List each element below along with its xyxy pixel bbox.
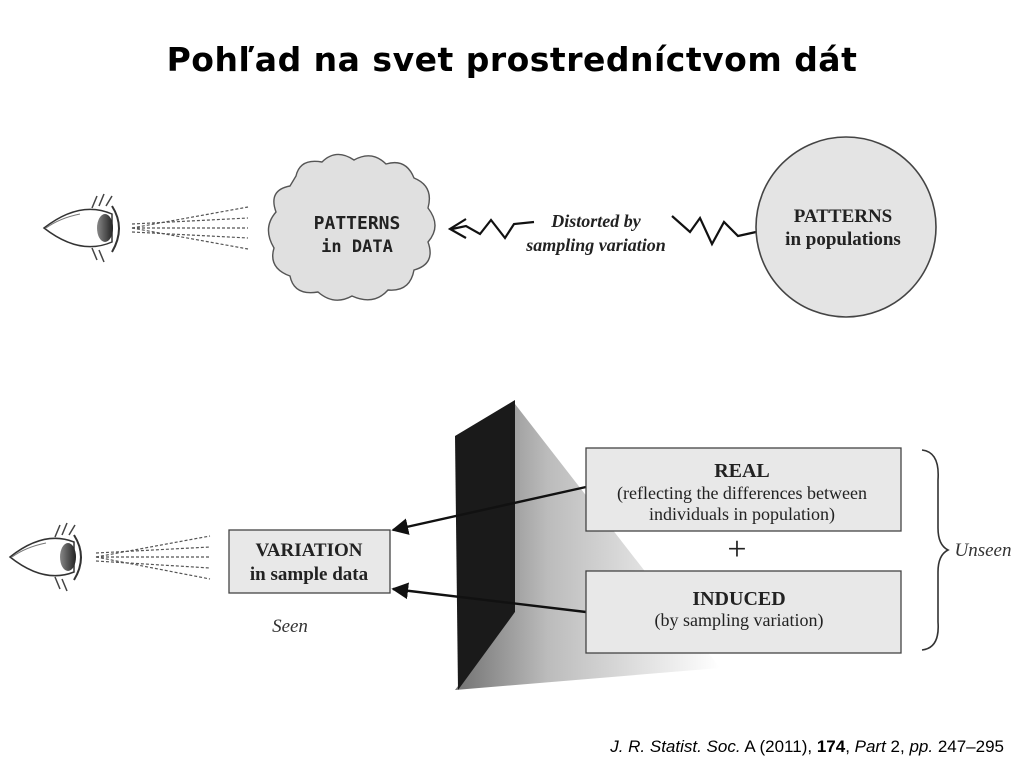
citation-part-num: 2, bbox=[885, 737, 910, 756]
population-label-line1: PATTERNS bbox=[793, 206, 893, 227]
real-desc-line2: individuals in population) bbox=[649, 504, 835, 524]
cloud-label-line1: PATTERNS bbox=[313, 213, 401, 234]
citation-pages: 247–295 bbox=[933, 737, 1004, 756]
variation-label-line1: VARIATION bbox=[255, 540, 363, 561]
seen-label: Seen bbox=[272, 616, 308, 637]
citation-journal: J. R. Statist. Soc. bbox=[610, 737, 741, 756]
citation-pages-label: pp. bbox=[909, 737, 934, 756]
distortion-label-line2: sampling variation bbox=[526, 235, 666, 255]
variation-label-line2: in sample data bbox=[249, 564, 369, 585]
cloud-label-line2: in DATA bbox=[321, 237, 393, 257]
distortion-zigzag-left bbox=[450, 219, 534, 238]
distortion-zigzag-right bbox=[672, 216, 756, 244]
citation-series: A (2011), bbox=[740, 737, 817, 756]
sight-lines-top bbox=[132, 207, 248, 249]
citation-sep: , bbox=[845, 737, 855, 756]
page-title: Pohľad na svet prostredníctvom dát bbox=[166, 40, 858, 79]
population-label-line2: in populations bbox=[785, 229, 901, 250]
unseen-brace bbox=[922, 450, 948, 650]
eye-icon-top bbox=[44, 194, 119, 262]
patterns-in-populations-circle bbox=[756, 137, 936, 317]
induced-title: INDUCED bbox=[692, 588, 786, 610]
unseen-label: Unseen bbox=[954, 540, 1012, 561]
induced-desc-line1: (by sampling variation) bbox=[654, 610, 824, 630]
distortion-label-line1: Distorted by bbox=[551, 211, 641, 231]
induced-box bbox=[586, 571, 901, 653]
variation-box bbox=[229, 530, 390, 593]
citation-volume: 174 bbox=[816, 737, 846, 756]
citation bbox=[610, 737, 1004, 757]
real-title: REAL bbox=[714, 460, 770, 482]
real-box bbox=[586, 448, 901, 531]
sight-lines-bottom bbox=[96, 536, 210, 579]
real-desc-line1: (reflecting the differences between bbox=[616, 483, 868, 503]
patterns-in-data-cloud bbox=[268, 154, 435, 300]
plus-sign: + bbox=[727, 531, 747, 568]
eye-icon-bottom bbox=[10, 523, 81, 591]
citation-part-label: Part bbox=[854, 737, 886, 756]
